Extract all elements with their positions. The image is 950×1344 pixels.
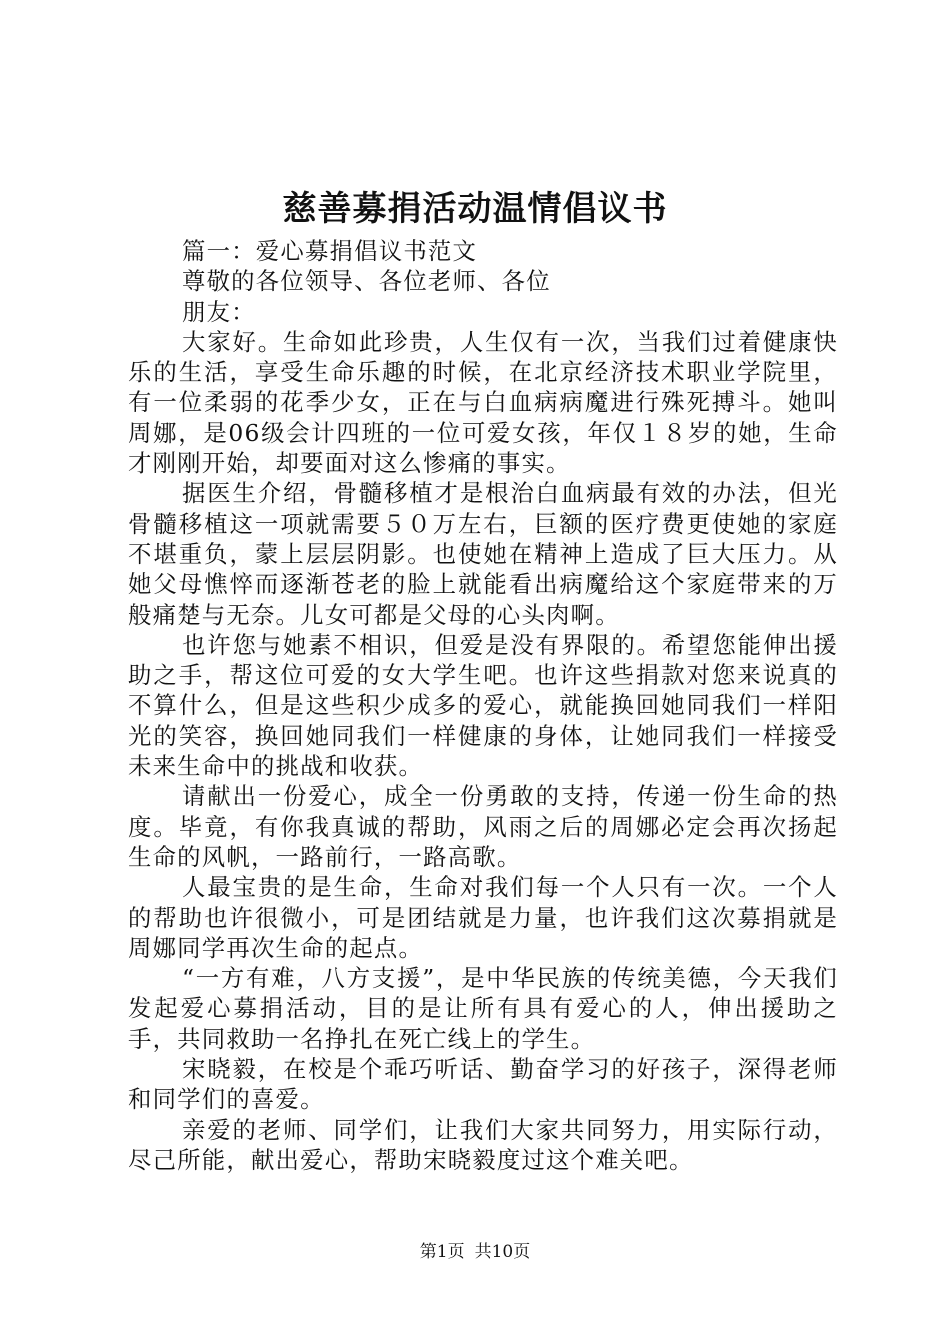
salutation-line: 尊敬的各位领导、各位老师、各位 (182, 267, 551, 296)
salutation-line: 朋友： (182, 297, 256, 326)
body-paragraph: “一方有难，八方支援”，是中华民族的传统美德，今天我们发起爱心募捐活动，目的是让所有具有爱心的人，伸出援助之手，共同救助一名挣扎在死亡线上的学生。 (128, 964, 838, 1053)
body-paragraph: 也许您与她素不相识，但爱是没有界限的。希望您能伸出援助之手，帮这位可爱的女大学生吧。也许这些捐款对您来说真的不算什么，但是这些积少成多的爱心，就能换回她同我们一样阳光的笑容，换回她同我们一样健康的身体，让她同我们一样接受未来生命中的挑战和收获。 (128, 630, 838, 781)
body-paragraph: 亲爱的老师、同学们，让我们大家共同努力，用实际行动，尽己所能，献出爱心，帮助宋晓毅度过这个难关吧。 (128, 1115, 838, 1174)
page-total: 共10页 (474, 1242, 531, 1262)
page-number: 第1页 (419, 1242, 465, 1262)
section-heading: 篇一：爱心募捐倡议书范文 (182, 237, 478, 265)
page-footer (0, 1240, 950, 1264)
body-paragraph: 请献出一份爱心，成全一份勇敢的支持，传递一份生命的热度。毕竟，有你我真诚的帮助，风雨之后的周娜必定会再次扬起生命的风帆，一路前行，一路高歌。 (128, 782, 838, 871)
body-paragraph: 大家好。生命如此珍贵，人生仅有一次，当我们过着健康快乐的生活，享受生命乐趣的时候，在北京经济技术职业学院里，有一位柔弱的花季少女，正在与白血病病魔进行殊死搏斗。她叫周娜，是06级会计四班的一位可爱女孩，年仅１８岁的她，生命才刚刚开始，却要面对这么惨痛的事实。 (128, 327, 838, 478)
body-paragraph: 人最宝贵的是生命，生命对我们每一个人只有一次。一个人的帮助也许很微小，可是团结就是力量，也许我们这次募捐就是周娜同学再次生命的起点。 (128, 873, 838, 962)
document-body (128, 236, 838, 1175)
document-title: 慈善募捐活动温情倡议书 (282, 189, 668, 229)
body-paragraph: 据医生介绍，骨髓移植才是根治白血病最有效的办法，但光骨髓移植这一项就需要５０万左右，巨额的医疗费更使她的家庭不堪重负，蒙上层层阴影。也使她在精神上造成了巨大压力。从她父母憔悴而逐渐苍老的脸上就能看出病魔给这个家庭带来的万般痛楚与无奈。儿女可都是父母的心头肉啊。 (128, 479, 838, 629)
body-paragraph: 宋晓毅，在校是个乖巧听话、勤奋学习的好孩子，深得老师和同学们的喜爱。 (128, 1055, 838, 1114)
